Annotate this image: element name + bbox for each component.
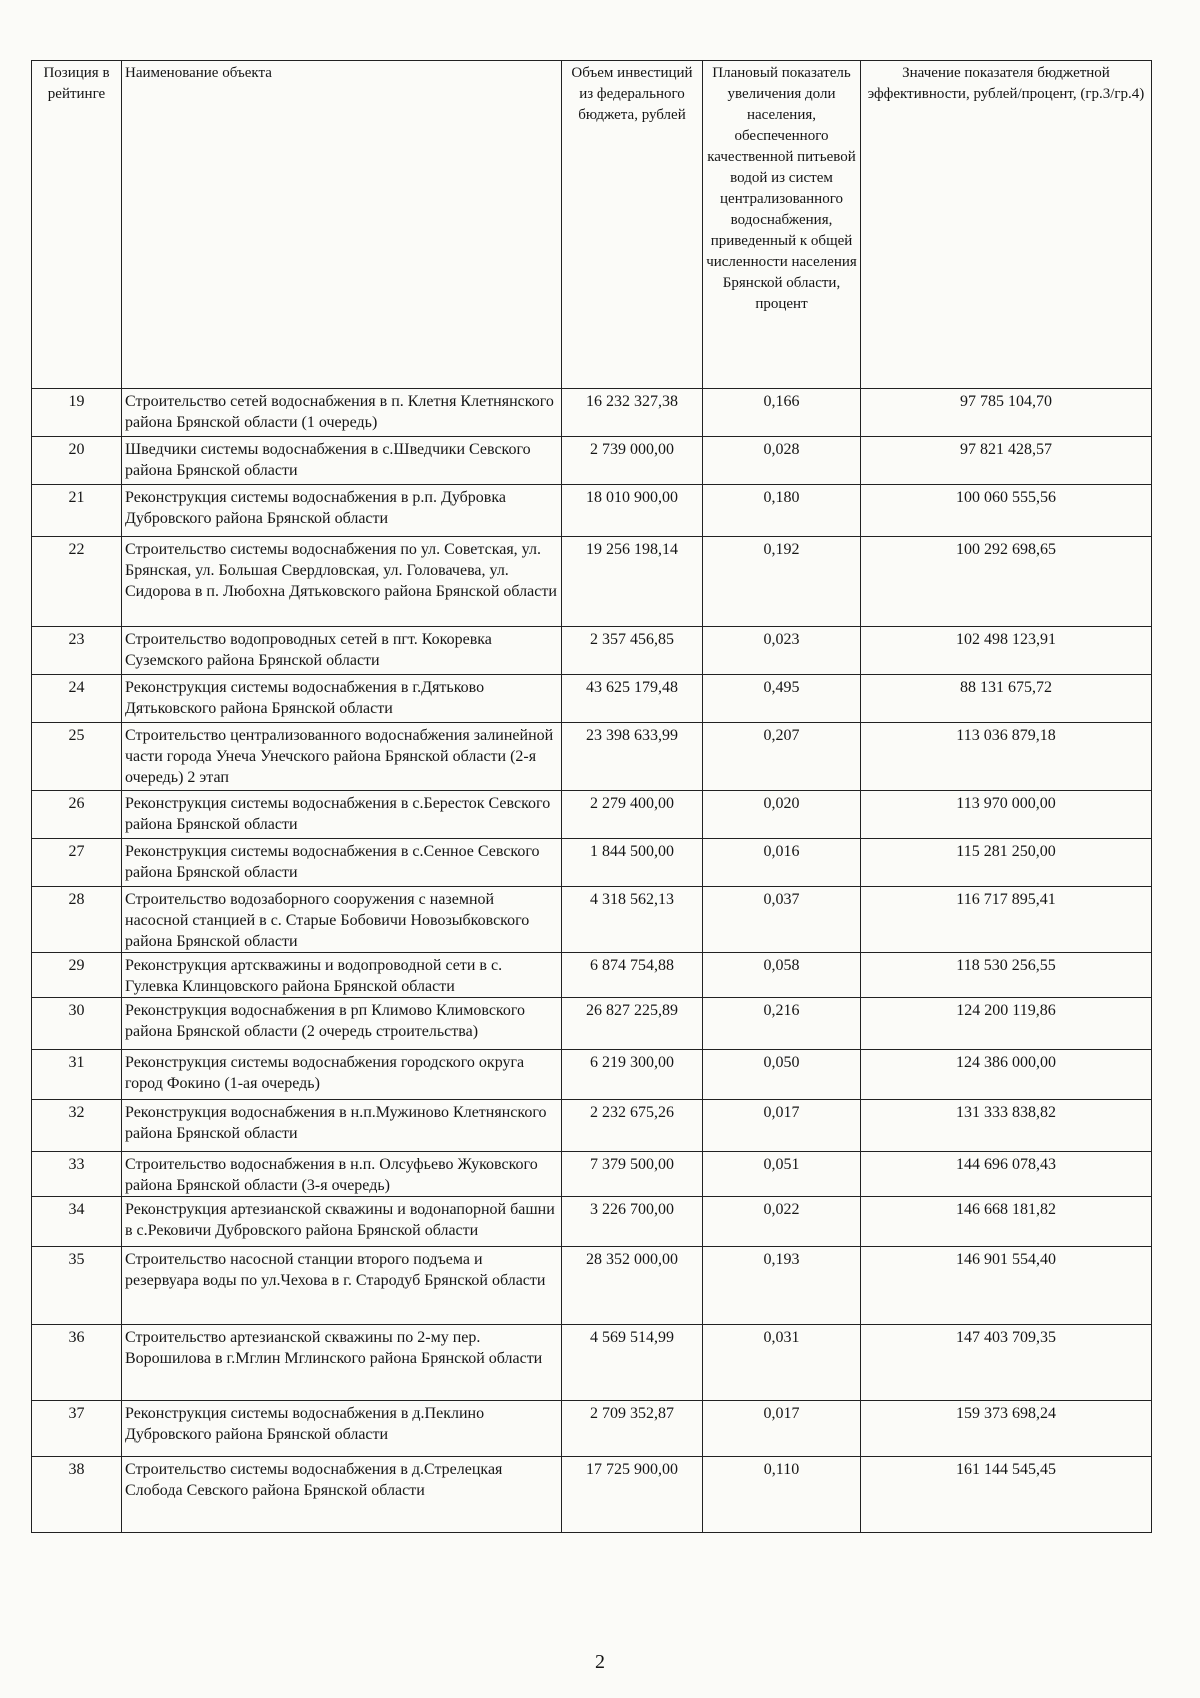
header-position: Позиция в рейтинге bbox=[32, 61, 122, 389]
table-row bbox=[32, 627, 1152, 675]
object-name-cell: Строительство водозаборного сооружения с наземной насосной станцией в с. Старые Бобовичи Новозыбковского района Брянской области bbox=[122, 887, 562, 953]
table-row bbox=[32, 1247, 1152, 1325]
object-name-cell: Реконструкция системы водоснабжения городского округа город Фокино (1-ая очередь) bbox=[122, 1050, 562, 1100]
object-name-cell: Строительство артезианской скважины по 2-му пер. Ворошилова в г.Мглин Мглинского района Брянской области bbox=[122, 1325, 562, 1401]
investment-cell: 7 379 500,00 bbox=[562, 1152, 703, 1197]
object-name-cell: Строительство водопроводных сетей в пгт. Кокоревка Суземского района Брянской области bbox=[122, 627, 562, 675]
object-name-cell: Реконструкция артскважины и водопроводной сети в с. Гулевка Клинцовского района Брянской области bbox=[122, 953, 562, 998]
investment-cell: 23 398 633,99 bbox=[562, 723, 703, 791]
table-row bbox=[32, 791, 1152, 839]
header-object-name: Наименование объекта bbox=[122, 61, 562, 389]
object-name-cell: Реконструкция системы водоснабжения в с.Береcток Севского района Брянской области bbox=[122, 791, 562, 839]
table-row bbox=[32, 1325, 1152, 1401]
efficiency-cell: 131 333 838,82 bbox=[861, 1100, 1152, 1152]
efficiency-cell: 146 901 554,40 bbox=[861, 1247, 1152, 1325]
header-investment: Объем инвестиций из федерального бюджета, рублей bbox=[562, 61, 703, 389]
investment-cell: 4 318 562,13 bbox=[562, 887, 703, 953]
header-row bbox=[32, 61, 1152, 389]
object-name-cell: Строительство системы водоснабжения в д.Стрелецкая Слобода Севского района Брянской области bbox=[122, 1457, 562, 1533]
population-share-cell: 0,050 bbox=[703, 1050, 861, 1100]
position-cell: 21 bbox=[32, 485, 122, 537]
position-cell: 23 bbox=[32, 627, 122, 675]
investment-cell: 6 219 300,00 bbox=[562, 1050, 703, 1100]
table-row bbox=[32, 437, 1152, 485]
position-cell: 33 bbox=[32, 1152, 122, 1197]
efficiency-cell: 88 131 675,72 bbox=[861, 675, 1152, 723]
efficiency-cell: 144 696 078,43 bbox=[861, 1152, 1152, 1197]
object-name-cell: Строительство системы водоснабжения по ул. Советская, ул. Брянская, ул. Большая Свердловская, ул. Головачева, ул. Сидорова в п. Любохна Дятьковского района Брянской области bbox=[122, 537, 562, 627]
efficiency-cell: 97 821 428,57 bbox=[861, 437, 1152, 485]
efficiency-cell: 100 292 698,65 bbox=[861, 537, 1152, 627]
position-cell: 32 bbox=[32, 1100, 122, 1152]
investment-cell: 2 709 352,87 bbox=[562, 1401, 703, 1457]
table-row bbox=[32, 389, 1152, 437]
object-name-cell: Реконструкция водоснабжения в н.п.Мужиново Клетнянского района Брянской области bbox=[122, 1100, 562, 1152]
investment-cell: 43 625 179,48 bbox=[562, 675, 703, 723]
position-cell: 38 bbox=[32, 1457, 122, 1533]
efficiency-cell: 116 717 895,41 bbox=[861, 887, 1152, 953]
position-cell: 30 bbox=[32, 998, 122, 1050]
table-row bbox=[32, 953, 1152, 998]
position-cell: 31 bbox=[32, 1050, 122, 1100]
population-share-cell: 0,017 bbox=[703, 1100, 861, 1152]
position-cell: 34 bbox=[32, 1197, 122, 1247]
object-name-cell: Реконструкция системы водоснабжения в г.Дятьково Дятьковского района Брянской области bbox=[122, 675, 562, 723]
population-share-cell: 0,031 bbox=[703, 1325, 861, 1401]
population-share-cell: 0,193 bbox=[703, 1247, 861, 1325]
investment-cell: 17 725 900,00 bbox=[562, 1457, 703, 1533]
investment-cell: 3 226 700,00 bbox=[562, 1197, 703, 1247]
position-cell: 37 bbox=[32, 1401, 122, 1457]
header-efficiency: Значение показателя бюджетной эффективности, рублей/процент, (гр.3/гр.4) bbox=[861, 61, 1152, 389]
efficiency-cell: 97 785 104,70 bbox=[861, 389, 1152, 437]
efficiency-cell: 113 036 879,18 bbox=[861, 723, 1152, 791]
investment-cell: 28 352 000,00 bbox=[562, 1247, 703, 1325]
investment-cell: 1 844 500,00 bbox=[562, 839, 703, 887]
investment-cell: 18 010 900,00 bbox=[562, 485, 703, 537]
population-share-cell: 0,051 bbox=[703, 1152, 861, 1197]
efficiency-cell: 124 386 000,00 bbox=[861, 1050, 1152, 1100]
table-row bbox=[32, 887, 1152, 953]
position-cell: 26 bbox=[32, 791, 122, 839]
population-share-cell: 0,207 bbox=[703, 723, 861, 791]
table-row bbox=[32, 1457, 1152, 1533]
header-population-share: Плановый показатель увеличения доли населения, обеспеченного качественной питьевой водой из систем централизованного водоснабжения, приведенный к общей численности населения Брянской области, процент bbox=[703, 61, 861, 389]
population-share-cell: 0,058 bbox=[703, 953, 861, 998]
population-share-cell: 0,016 bbox=[703, 839, 861, 887]
investment-cell: 4 569 514,99 bbox=[562, 1325, 703, 1401]
object-name-cell: Шведчики системы водоснабжения в с.Шведчики Севского района Брянской области bbox=[122, 437, 562, 485]
position-cell: 29 bbox=[32, 953, 122, 998]
population-share-cell: 0,495 bbox=[703, 675, 861, 723]
position-cell: 19 bbox=[32, 389, 122, 437]
table-row bbox=[32, 998, 1152, 1050]
object-name-cell: Реконструкция артезианской скважины и водонапорной башни в с.Рековичи Дубровского района Брянской области bbox=[122, 1197, 562, 1247]
position-cell: 24 bbox=[32, 675, 122, 723]
object-name-cell: Строительство сетей водоснабжения в п. Клетня Клетнянского района Брянской области (1 очередь) bbox=[122, 389, 562, 437]
table-row bbox=[32, 839, 1152, 887]
position-cell: 28 bbox=[32, 887, 122, 953]
population-share-cell: 0,022 bbox=[703, 1197, 861, 1247]
efficiency-cell: 115 281 250,00 bbox=[861, 839, 1152, 887]
population-share-cell: 0,028 bbox=[703, 437, 861, 485]
position-cell: 20 bbox=[32, 437, 122, 485]
object-name-cell: Реконструкция системы водоснабжения в д.Пеклино Дубровского района Брянской области bbox=[122, 1401, 562, 1457]
efficiency-cell: 102 498 123,91 bbox=[861, 627, 1152, 675]
population-share-cell: 0,166 bbox=[703, 389, 861, 437]
object-name-cell: Строительство насосной станции второго подъема и резервуара воды по ул.Чехова в г. Стародуб Брянской области bbox=[122, 1247, 562, 1325]
population-share-cell: 0,037 bbox=[703, 887, 861, 953]
investment-cell: 2 232 675,26 bbox=[562, 1100, 703, 1152]
rating-table bbox=[31, 60, 1152, 1533]
population-share-cell: 0,216 bbox=[703, 998, 861, 1050]
efficiency-cell: 113 970 000,00 bbox=[861, 791, 1152, 839]
position-cell: 35 bbox=[32, 1247, 122, 1325]
table-row bbox=[32, 485, 1152, 537]
table-row bbox=[32, 537, 1152, 627]
investment-cell: 6 874 754,88 bbox=[562, 953, 703, 998]
table-row bbox=[32, 723, 1152, 791]
position-cell: 25 bbox=[32, 723, 122, 791]
population-share-cell: 0,192 bbox=[703, 537, 861, 627]
table-row bbox=[32, 1401, 1152, 1457]
table-row bbox=[32, 1197, 1152, 1247]
investment-cell: 2 739 000,00 bbox=[562, 437, 703, 485]
object-name-cell: Реконструкция водоснабжения в рп Климово Климовского района Брянской области (2 очередь строительства) bbox=[122, 998, 562, 1050]
position-cell: 22 bbox=[32, 537, 122, 627]
population-share-cell: 0,023 bbox=[703, 627, 861, 675]
position-cell: 27 bbox=[32, 839, 122, 887]
object-name-cell: Строительство централизованного водоснабжения залинейной части города Унеча Унечского района Брянской области (2-я очередь) 2 этап bbox=[122, 723, 562, 791]
population-share-cell: 0,020 bbox=[703, 791, 861, 839]
object-name-cell: Реконструкция системы водоснабжения в р.п. Дубровка Дубровского района Брянской области bbox=[122, 485, 562, 537]
efficiency-cell: 124 200 119,86 bbox=[861, 998, 1152, 1050]
table-row bbox=[32, 1152, 1152, 1197]
efficiency-cell: 159 373 698,24 bbox=[861, 1401, 1152, 1457]
page-number: 2 bbox=[595, 1651, 605, 1673]
efficiency-cell: 118 530 256,55 bbox=[861, 953, 1152, 998]
object-name-cell: Реконструкция системы водоснабжения в с.Сенное Севского района Брянской области bbox=[122, 839, 562, 887]
population-share-cell: 0,180 bbox=[703, 485, 861, 537]
efficiency-cell: 100 060 555,56 bbox=[861, 485, 1152, 537]
table-row bbox=[32, 675, 1152, 723]
table-row bbox=[32, 1100, 1152, 1152]
population-share-cell: 0,110 bbox=[703, 1457, 861, 1533]
position-cell: 36 bbox=[32, 1325, 122, 1401]
investment-cell: 2 357 456,85 bbox=[562, 627, 703, 675]
efficiency-cell: 161 144 545,45 bbox=[861, 1457, 1152, 1533]
efficiency-cell: 147 403 709,35 bbox=[861, 1325, 1152, 1401]
table-row bbox=[32, 1050, 1152, 1100]
investment-cell: 16 232 327,38 bbox=[562, 389, 703, 437]
investment-cell: 26 827 225,89 bbox=[562, 998, 703, 1050]
efficiency-cell: 146 668 181,82 bbox=[861, 1197, 1152, 1247]
investment-cell: 19 256 198,14 bbox=[562, 537, 703, 627]
object-name-cell: Строительство водоснабжения в н.п. Олсуфьево Жуковского района Брянской области (3-я очередь) bbox=[122, 1152, 562, 1197]
investment-cell: 2 279 400,00 bbox=[562, 791, 703, 839]
population-share-cell: 0,017 bbox=[703, 1401, 861, 1457]
